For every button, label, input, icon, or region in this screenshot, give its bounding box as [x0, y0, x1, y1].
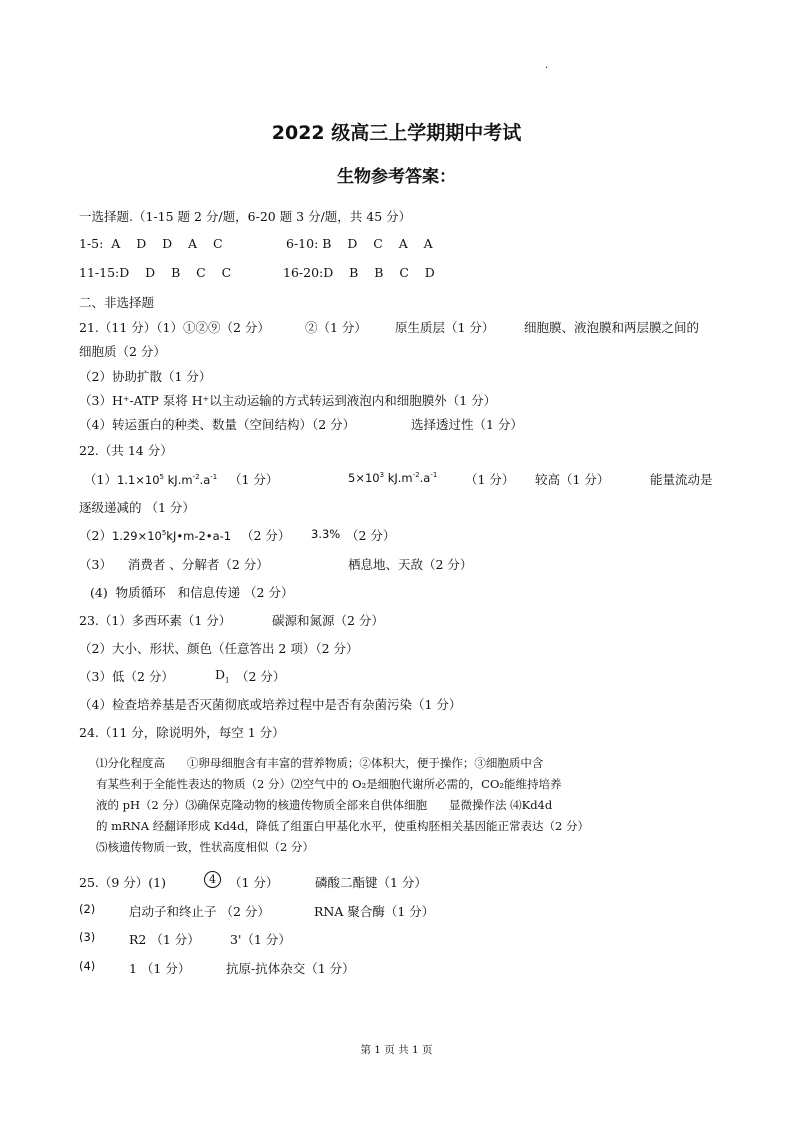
q21-line1-d: 细胞膜、液泡膜和两层膜之间的: [524, 320, 700, 335]
q25-head-a: 25.（9 分）(1): [79, 875, 167, 890]
q25-head-circle: 4: [204, 871, 221, 888]
page-footer: 第 1 页 共 1 页: [360, 1044, 433, 1056]
answers-6-10: 6-10: B D C A A: [286, 236, 433, 251]
q21-line1-a: 21.（11 分）（1）①②⑨（2 分）: [79, 320, 270, 335]
page-title: 2022 级高三上学期期中考试: [271, 122, 522, 144]
q22-p2: [79, 526, 231, 544]
q21-line2: （2）协助扩散（1 分）: [79, 369, 212, 384]
q23-line3-b-score: （2 分）: [236, 669, 286, 684]
q21-line3: （3）H⁺-ATP 泵将 H⁺以主动运输的方式转运到液泡内和细胞膜外（1 分）: [79, 393, 497, 408]
q22-p3-b: 栖息地、天敌（2 分）: [348, 557, 473, 572]
q25-l4-b: 抗原-抗体杂交（1 分）: [226, 961, 355, 976]
q23-line1-a: 23.（1）多西环素（1 分）: [79, 613, 232, 628]
q25-l3-a: R2 （1 分）: [129, 932, 200, 947]
answers-1-5: 1-5: A D D A C: [79, 236, 223, 251]
q21-line1-c: 原生质层（1 分）: [395, 320, 495, 335]
q22-p1: [84, 470, 217, 488]
q25-head-b: （1 分）: [229, 875, 279, 890]
q22-p1-value1: $1.1\times 10^5$ $kJ.m^{-2}.a^{-1}$: [116, 473, 218, 487]
q22-p1-score2: （1 分）: [465, 472, 515, 487]
q25-l3-b: 3'（1 分）: [230, 932, 291, 947]
q23-line2: （2）大小、形状、颜色（任意答出 2 项）（2 分）: [79, 641, 359, 656]
q22-p1-c: 较高（1 分）: [535, 472, 610, 487]
q22-p2-score: （2 分）: [241, 528, 291, 543]
q22-p2-b: 3.3%: [311, 527, 341, 541]
q22-p1-score1: （1 分）: [229, 472, 279, 487]
q22-p2-value: $1.29\times 10^5kJ•m-2•a-1$: [111, 529, 232, 543]
q24-line4: 的 mRNA 经翻译形成 Kd4d，降低了组蛋白甲基化水平，使重构胚相关基因能正常表达（2 分）: [96, 819, 589, 833]
q21-line1-cont: 细胞质（2 分）: [79, 344, 166, 359]
q22-p1-number: （1）: [84, 472, 117, 487]
q22-p1-d: 能量流动是: [650, 472, 713, 487]
q21-line4-b: 选择透过性（1 分）: [411, 417, 523, 432]
q23-line4: （4）检查培养基是否灭菌彻底或培养过程中是否有杂菌污染（1 分）: [79, 697, 462, 712]
q25-l2-number: (2): [79, 902, 96, 916]
q22-p1-cont: 逐级递减的 （1 分）: [79, 500, 195, 515]
section1-heading: 一选择题.（1-15 题 2 分/题，6-20 题 3 分/题，共 45 分）: [79, 209, 412, 224]
q23-line3-b: $D_1$: [215, 667, 230, 685]
q25-l4-number: (4): [79, 959, 96, 973]
q21-line4-a: （4）转运蛋白的种类、数量（空间结构）（2 分）: [79, 417, 356, 432]
q25-l2-b: RNA 聚合酶（1 分）: [314, 904, 435, 919]
q22-p2-number: （2）: [79, 528, 112, 543]
q24-heading: 24.（11 分，除说明外，每空 1 分）: [79, 725, 285, 740]
q25-head-c: 磷酸二酯键（1 分）: [315, 875, 427, 890]
q23-line3-a: （3）低（2 分）: [79, 669, 174, 684]
q22-p4: (4) 物质循环 和信息传递 （2 分）: [90, 585, 294, 600]
section2-heading: 二、非选择题: [79, 295, 155, 310]
q24-line3: 液的 pH（2 分）⑶确保克隆动物的核遗传物质全部来自供体细胞 显微操作法 ⑷Kd4d: [96, 798, 553, 812]
answers-11-15: 11-15:D D B C C: [79, 265, 232, 280]
q25-l3-number: (3): [79, 930, 96, 944]
q22-p2-b-score: （2 分）: [346, 528, 396, 543]
q22-p1-value2: $5\times 10^3$ $kJ.m^{-2}.a^{-1}$: [348, 471, 438, 485]
q21-line1-b: ②（1 分）: [305, 320, 367, 335]
page-subtitle: 生物参考答案：: [337, 167, 456, 187]
answers-16-20: 16-20:D B B C D: [283, 265, 435, 280]
q23-line1-b: 碳源和氮源（2 分）: [272, 613, 384, 628]
q22-heading: 22.（共 14 分）: [79, 443, 173, 458]
q24-line2: 有某些利于全能性表达的物质（2 分）⑵空气中的 O₂是细胞代谢所必需的，CO₂能维持培养: [96, 777, 562, 791]
q25-l2-a: 启动子和终止子 （2 分）: [129, 904, 270, 919]
top-mark: .: [545, 60, 549, 71]
q22-p3-a: （3） 消费者 、分解者（2 分）: [79, 557, 269, 572]
q24-line1: ⑴分化程度高 ①卵母细胞含有丰富的营养物质；②体积大，便于操作；③细胞质中含: [96, 756, 544, 770]
q24-line5: ⑸核遗传物质一致，性状高度相似（2 分）: [96, 840, 314, 854]
q25-l4-a: 1 （1 分）: [129, 961, 191, 976]
